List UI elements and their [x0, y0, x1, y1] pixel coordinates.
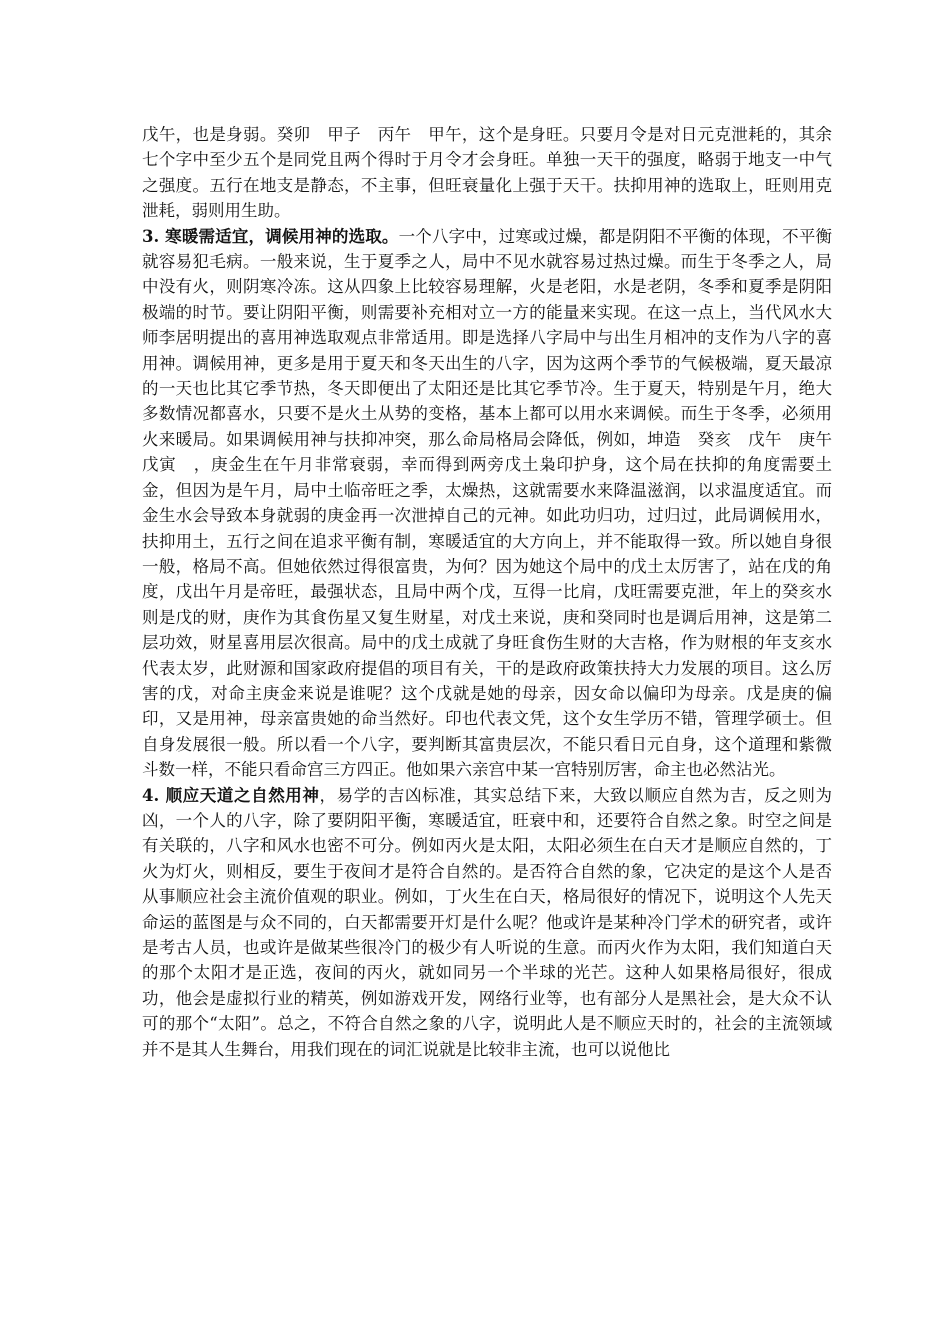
paragraph-1 — [142, 122, 832, 224]
document-body — [142, 122, 865, 1062]
paragraph-1-text: 戊午，也是身弱。癸卯 甲子 丙午 甲午，这个是身旺。只要月令是对日元克泄耗的，其余七个字中至少五个是同党且两个得时于月令才会身旺。单独一天干的强度，略弱于地支一中气之强度。五行在地支是静态，不主事，但旺衰量化上强于天干。扶抑用神的选取上，旺则用克泄耗，弱则用生助。 — [142, 125, 832, 221]
section-3-heading: 3. 寒暖需适宜，调候用神的选取。 — [142, 226, 399, 246]
section-4-heading: 4. 顺应天道之自然用神 — [142, 785, 320, 805]
paragraph-3-text: ，易学的吉凶标准，其实总结下来，大致以顺应自然为吉，反之则为凶，一个人的八字，除了要阴阳平衡，寒暖适宜，旺衰中和，还要符合自然之象。时空之间是有关联的，八字和风水也密不可分。例如丙火是太阳，太阳必须生在白天才是顺应自然的，丁火为灯火，则相反，要生于夜间才是符合自然的。是否符合自然的象，它决定的是这个人是否从事顺应社会主流价值观的职业。例如，丁火生在白天，格局很好的情况下，说明这个人先天命运的蓝图是与众不同的，白天都需要开灯是什么呢？他或许是某种冷门学术的研究者，或许是考古人员，也或许是做某些很冷门的极少有人听说的生意。而丙火作为太阳，我们知道白天的那个太阳才是正选，夜间的丙火，就如同另一个半球的光芒。这种人如果格局很好，很成功，他会是虚拟行业的精英，例如游戏开发，网络行业等，也有部分人是黑社会，是大众不认可的那个“太阳”。总之，不符合自然之象的八字，说明此人是不顺应天时的，社会的主流领域并不是其人生舞台，用我们现在的词汇说就是比较非主流，也可以说他比 — [142, 785, 832, 1059]
paragraph-2 — [142, 224, 865, 783]
paragraph-3 — [142, 783, 832, 1062]
paragraph-2-text: 一个八字中，过寒或过燥，都是阴阳不平衡的体现，不平衡就容易犯毛病。一般来说，生于夏季之人，局中不见水就容易过热过燥。而生于冬季之人，局中没有火，则阴寒冷冻。这从四象上比较容易理解，火是老阳，水是老阴，冬季和夏季是阴阳极端的时节。要让阴阳平衡，则需要补充相对立一方的能量来实现。在这一点上，当代风水大师李居明提出的喜用神选取观点非常适用。即是选择八字局中与出生月相冲的支作为八字的喜用神。调候用神，更多是用于夏天和冬天出生的八字，因为这两个季节的气候极端，夏天最凉的一天也比其它季节热，冬天即便出了太阳还是比其它季节冷。生于夏天，特别是午月，绝大多数情况都喜水，只要不是火土从势的变格，基本上都可以用水来调候。而生于冬季，必须用火来暖局。如果调候用神与扶抑冲突，那么命局格局会降低，例如，坤造 癸亥 戊午 庚午 戊寅 ，庚金生在午月非常衰弱，幸而得到两旁戊土枭印护身，这个局在扶抑的角度需要土金，但因为是午月，局中土临帝旺之季，太燥热，这就需要水来降温滋润，以求温度适宜。而金生水会导致本身就弱的庚金再一次泄掉自己的元神。如此功归功，过归过，此局调候用水，扶抑用土，五行之间在追求平衡有制，寒暖适宜的大方向上，并不能取得一致。所以她自身很一般，格局不高。但她依然过得很富贵，为何？因为她这个局中的戊土太厉害了，站在戊的角度，戊出午月是帝旺，最强状态，且局中两个戊，互得一比肩，戊旺需要克泄，年上的癸亥水则是戊的财，庚作为其食伤星又复生财星，对戊土来说，庚和癸同时也是调后用神，这是第二层功效，财星喜用层次很高。局中的戊土成就了身旺食伤生财的大吉格，作为财根的年支亥水代表太岁，此财源和国家政府提倡的项目有关，干的是政府政策扶持大力发展的项目。这么厉害的戊，对命主庚金来说是谁呢？这个戊就是她的母亲，因女命以偏印为母亲。戊是庚的偏印，又是用神，母亲富贵她的命当然好。印也代表文凭，这个女生学历不错，管理学硕士。但自身发展很一般。所以看一个八字，要判断其富贵层次，不能只看日元自身，这个道理和紫微斗数一样，不能只看命宫三方四正。他如果六亲宫中某一宫特别厉害，命主也必然沾光。 — [142, 226, 865, 780]
